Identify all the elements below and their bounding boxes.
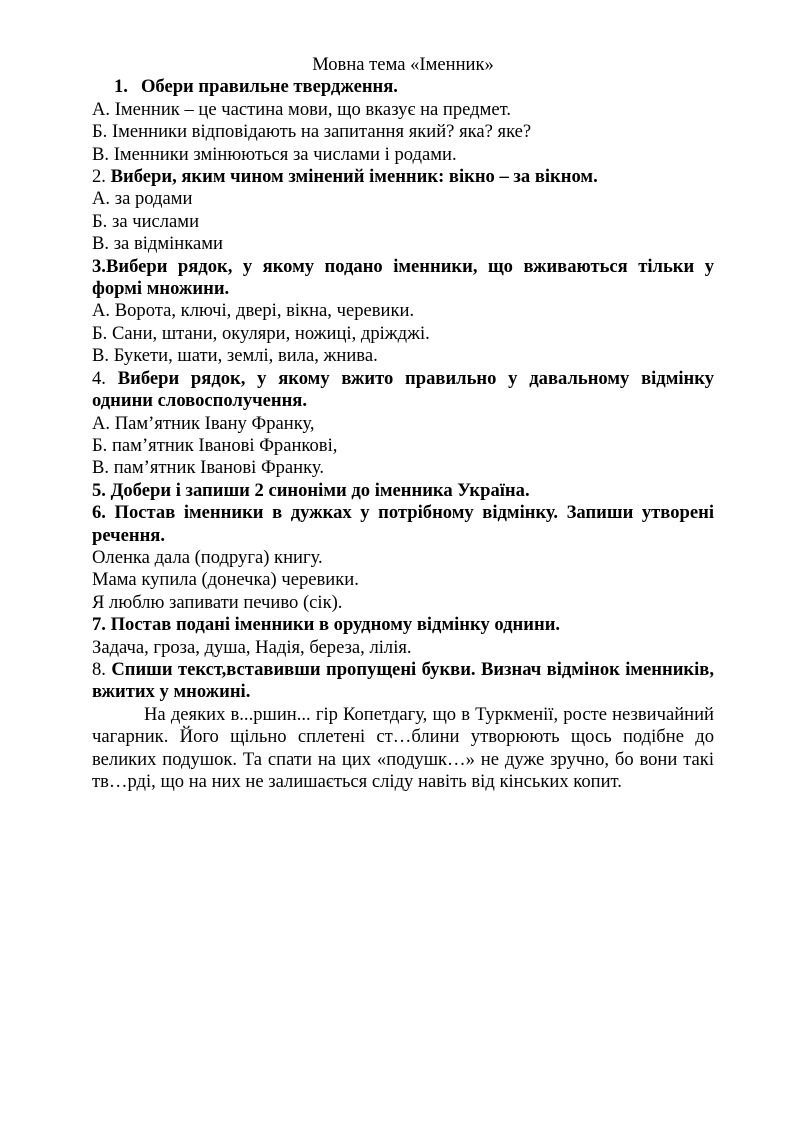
question-number: 3.: [92, 255, 106, 277]
answer-option-4c: В. пам’ятник Іванові Франку.: [92, 457, 324, 479]
question-2: [92, 166, 714, 188]
question-text: Вибери, яким чином змінений іменник: вікно – за вікном.: [110, 166, 598, 188]
exercise-sentence-6b: Мама купила (донечка) черевики.: [92, 569, 359, 591]
question-number: 6.: [92, 502, 115, 524]
answer-option-2a: А. за родами: [92, 188, 193, 210]
question-text: Спиши текст,вставивши пропущені букви. Визнач відмінок іменників, вжитих у множині.: [92, 658, 714, 703]
question-number: 2.: [92, 166, 111, 188]
question-number: 4.: [92, 367, 118, 389]
question-6: [92, 502, 714, 547]
exercise-sentence-6a: Оленка дала (подруга) книгу.: [92, 546, 323, 568]
answer-option-1c: В. Іменники змінюються за числами і родами.: [92, 143, 457, 165]
exercise-sentence-6c: Я люблю запивати печиво (сік).: [92, 591, 343, 613]
document-title: Мовна тема «Іменник»: [312, 54, 494, 75]
answer-option-3b: Б. Сани, штани, окуляри, ножиці, дріжджі.: [92, 322, 430, 344]
question-number: 5.: [92, 479, 111, 501]
answer-option-2c: В. за відмінками: [92, 233, 223, 255]
question-7: [92, 614, 714, 636]
question-number: 8.: [92, 658, 112, 680]
question-text: Добери і запиши 2 синоніми до іменника Україна.: [110, 479, 530, 501]
question-text: Вибери рядок, у якому подано іменники, що вживаються тільки у формі множини.: [92, 255, 714, 300]
question-text: Постав подані іменники в орудному відмінку однини.: [110, 614, 561, 636]
answer-option-1b: Б. Іменники відповідають на запитання який? яка? яке?: [92, 121, 532, 143]
question-text: Постав іменники в дужках у потрібному відмінку. Запиши утворені речення.: [92, 502, 714, 546]
question-8: [92, 659, 714, 704]
question-number: 7.: [92, 614, 111, 636]
question-text: Вибери рядок, у якому вжито правильно у давальному відмінку однини словосполучення.: [92, 367, 714, 412]
question-4: [92, 368, 714, 413]
answer-option-4a: А. Пам’ятник Івану Франку,: [92, 412, 315, 434]
question-text: Обери правильне твердження.: [140, 76, 398, 98]
answer-option-4b: Б. пам’ятник Іванові Франкові,: [92, 434, 338, 456]
answer-option-3c: В. Букети, шати, землі, вила, жнива.: [92, 345, 378, 367]
answer-option-3a: А. Ворота, ключі, двері, вікна, черевики.: [92, 300, 415, 322]
answer-option-1a: А. Іменник – це частина мови, що вказує на предмет.: [92, 98, 512, 120]
answer-option-2b: Б. за числами: [92, 210, 200, 232]
question-number: 1.: [114, 76, 128, 98]
exercise-text-paragraph: На деяких в...ршин... гір Копетдагу, що в Туркменії, росте незвичайний чагарник. Його щільно сплетені ст…блини утворюють щось подібне до великих подушок. Та спати на цих «подушк…» не дуже зручно, бо вони такі тв…рді, що на них не залишається сліду навіть від кінських копит.: [92, 703, 714, 792]
question-5: [92, 480, 714, 502]
exercise-word-list: Задача, гроза, душа, Надія, береза, лілія.: [92, 636, 412, 658]
question-1: [92, 76, 714, 98]
question-3: [92, 256, 714, 301]
